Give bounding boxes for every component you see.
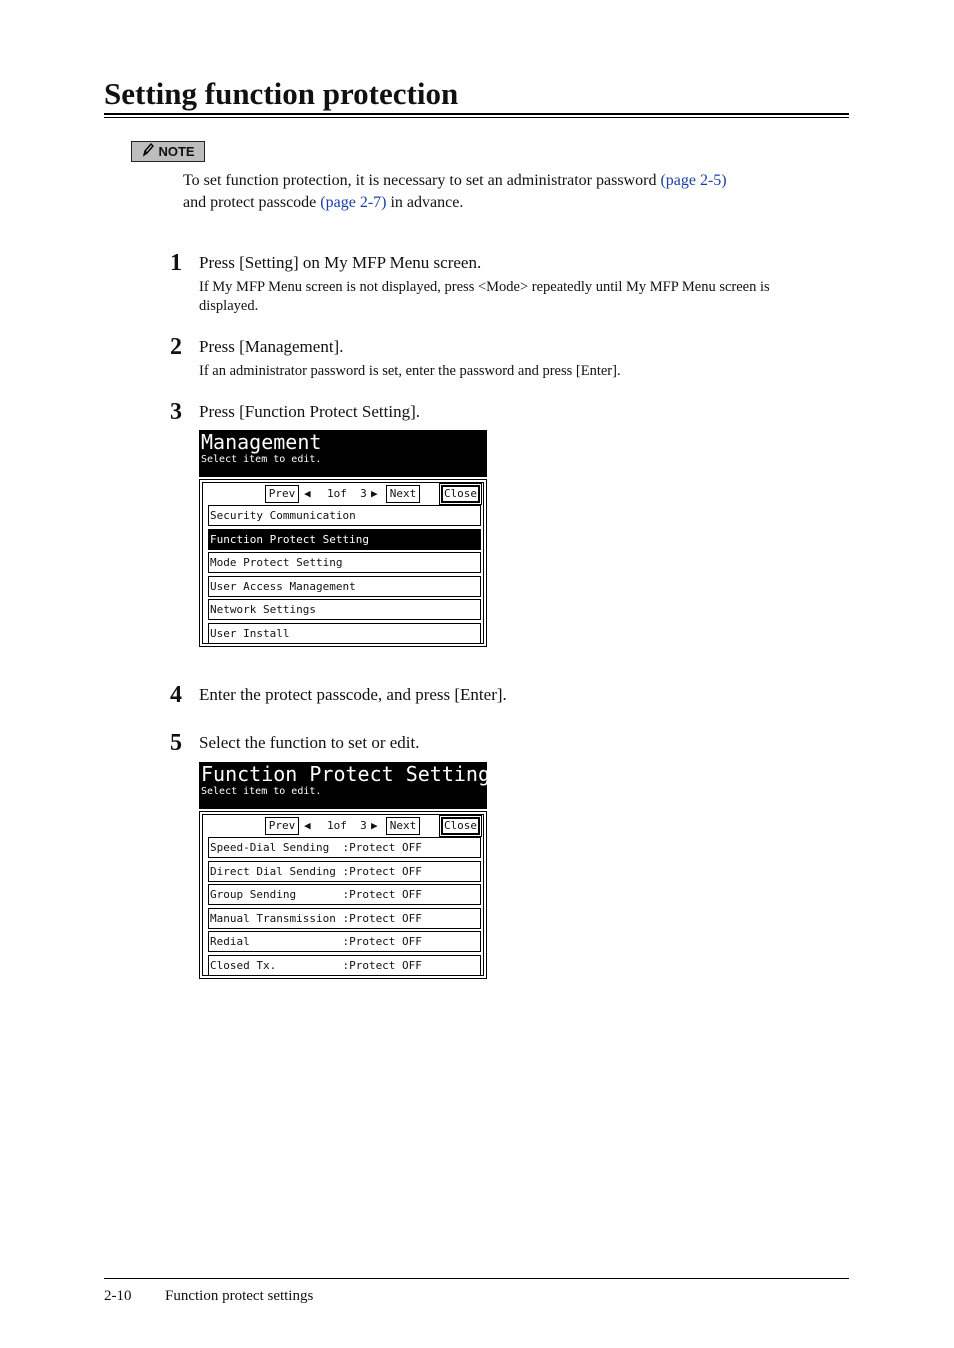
step-number: 3 <box>170 399 182 425</box>
title-rule <box>104 113 849 115</box>
page-number: 2-10 <box>104 1288 132 1304</box>
note-text-part: in advance. <box>386 194 464 211</box>
footer-rule <box>104 1278 849 1279</box>
screen-subtitle: Select item to edit. <box>201 454 322 465</box>
step-text: Press [Management]. <box>199 337 344 356</box>
list-item[interactable]: Group Sending :Protect OFF <box>208 884 481 905</box>
page-2-5-link[interactable]: (page 2-5) <box>660 172 727 189</box>
screen-header <box>199 762 490 809</box>
step-text: Select the function to set or edit. <box>199 733 420 752</box>
step-number: 1 <box>170 250 182 276</box>
note-text-part: To set function protection, it is necessary to set an administrator password <box>183 172 661 189</box>
right-arrow-icon[interactable]: ▶ <box>371 487 378 500</box>
list-item[interactable]: Manual Transmission :Protect OFF <box>208 908 481 929</box>
screen-body <box>199 811 487 979</box>
step-text: Press [Setting] on My MFP Menu screen. <box>199 253 482 272</box>
screen-body <box>199 479 487 647</box>
management-screen <box>199 430 487 648</box>
list-item[interactable]: Direct Dial Sending :Protect OFF <box>208 861 481 882</box>
note-text-part: and protect passcode <box>183 194 321 211</box>
screen-subtitle: Select item to edit. <box>201 786 322 797</box>
note-label: NOTE <box>158 144 195 159</box>
screen-title: Function Protect Setting <box>201 762 490 786</box>
screen-title: Management <box>201 430 322 454</box>
close-button[interactable]: Close <box>441 485 480 503</box>
list-item[interactable]: User Access Management <box>208 576 481 597</box>
step-text: Press [Function Protect Setting]. <box>199 402 420 421</box>
page-2-7-link[interactable]: (page 2-7) <box>320 194 387 211</box>
page-indicator: 1of 3 <box>327 487 367 500</box>
footer-section: Function protect settings <box>165 1288 314 1304</box>
function-protect-screen <box>199 762 490 980</box>
screen-inner <box>202 482 484 644</box>
step-subtext: If My MFP Menu screen is not displayed, press <Mode> repeatedly until My MFP Menu screen is displayed. <box>199 279 770 314</box>
list-item[interactable]: Security Communication <box>208 505 481 526</box>
page-title: Setting function protection <box>104 76 459 111</box>
right-arrow-icon[interactable]: ▶ <box>371 819 378 832</box>
prev-button[interactable]: Prev <box>265 817 299 835</box>
next-button[interactable]: Next <box>386 485 420 503</box>
title-rule-thin <box>104 117 849 118</box>
list-item[interactable]: User Install <box>208 623 481 644</box>
step-number: 5 <box>170 730 182 756</box>
step-number: 4 <box>170 682 182 708</box>
screen-nav <box>203 817 483 835</box>
screen-nav <box>203 485 483 503</box>
list-item[interactable]: Speed-Dial Sending :Protect OFF <box>208 837 481 858</box>
prev-button[interactable]: Prev <box>265 485 299 503</box>
note-text <box>183 170 853 214</box>
step-subtext: If an administrator password is set, enter the password and press [Enter]. <box>199 363 621 379</box>
step-number: 2 <box>170 334 182 360</box>
next-button[interactable]: Next <box>386 817 420 835</box>
screen-inner <box>202 814 484 976</box>
left-arrow-icon[interactable]: ◀ <box>304 487 311 500</box>
page-indicator: 1of 3 <box>327 819 367 832</box>
list-item-selected[interactable]: Function Protect Setting <box>208 529 481 550</box>
list-item[interactable]: Mode Protect Setting <box>208 552 481 573</box>
left-arrow-icon[interactable]: ◀ <box>304 819 311 832</box>
screen-header <box>199 430 487 477</box>
list-item[interactable]: Redial :Protect OFF <box>208 931 481 952</box>
note-badge <box>131 141 205 162</box>
pencil-icon <box>141 143 155 160</box>
step-text: Enter the protect passcode, and press [Enter]. <box>199 685 507 704</box>
list-item[interactable]: Network Settings <box>208 599 481 620</box>
list-item[interactable]: Closed Tx. :Protect OFF <box>208 955 481 976</box>
close-button[interactable]: Close <box>441 817 480 835</box>
